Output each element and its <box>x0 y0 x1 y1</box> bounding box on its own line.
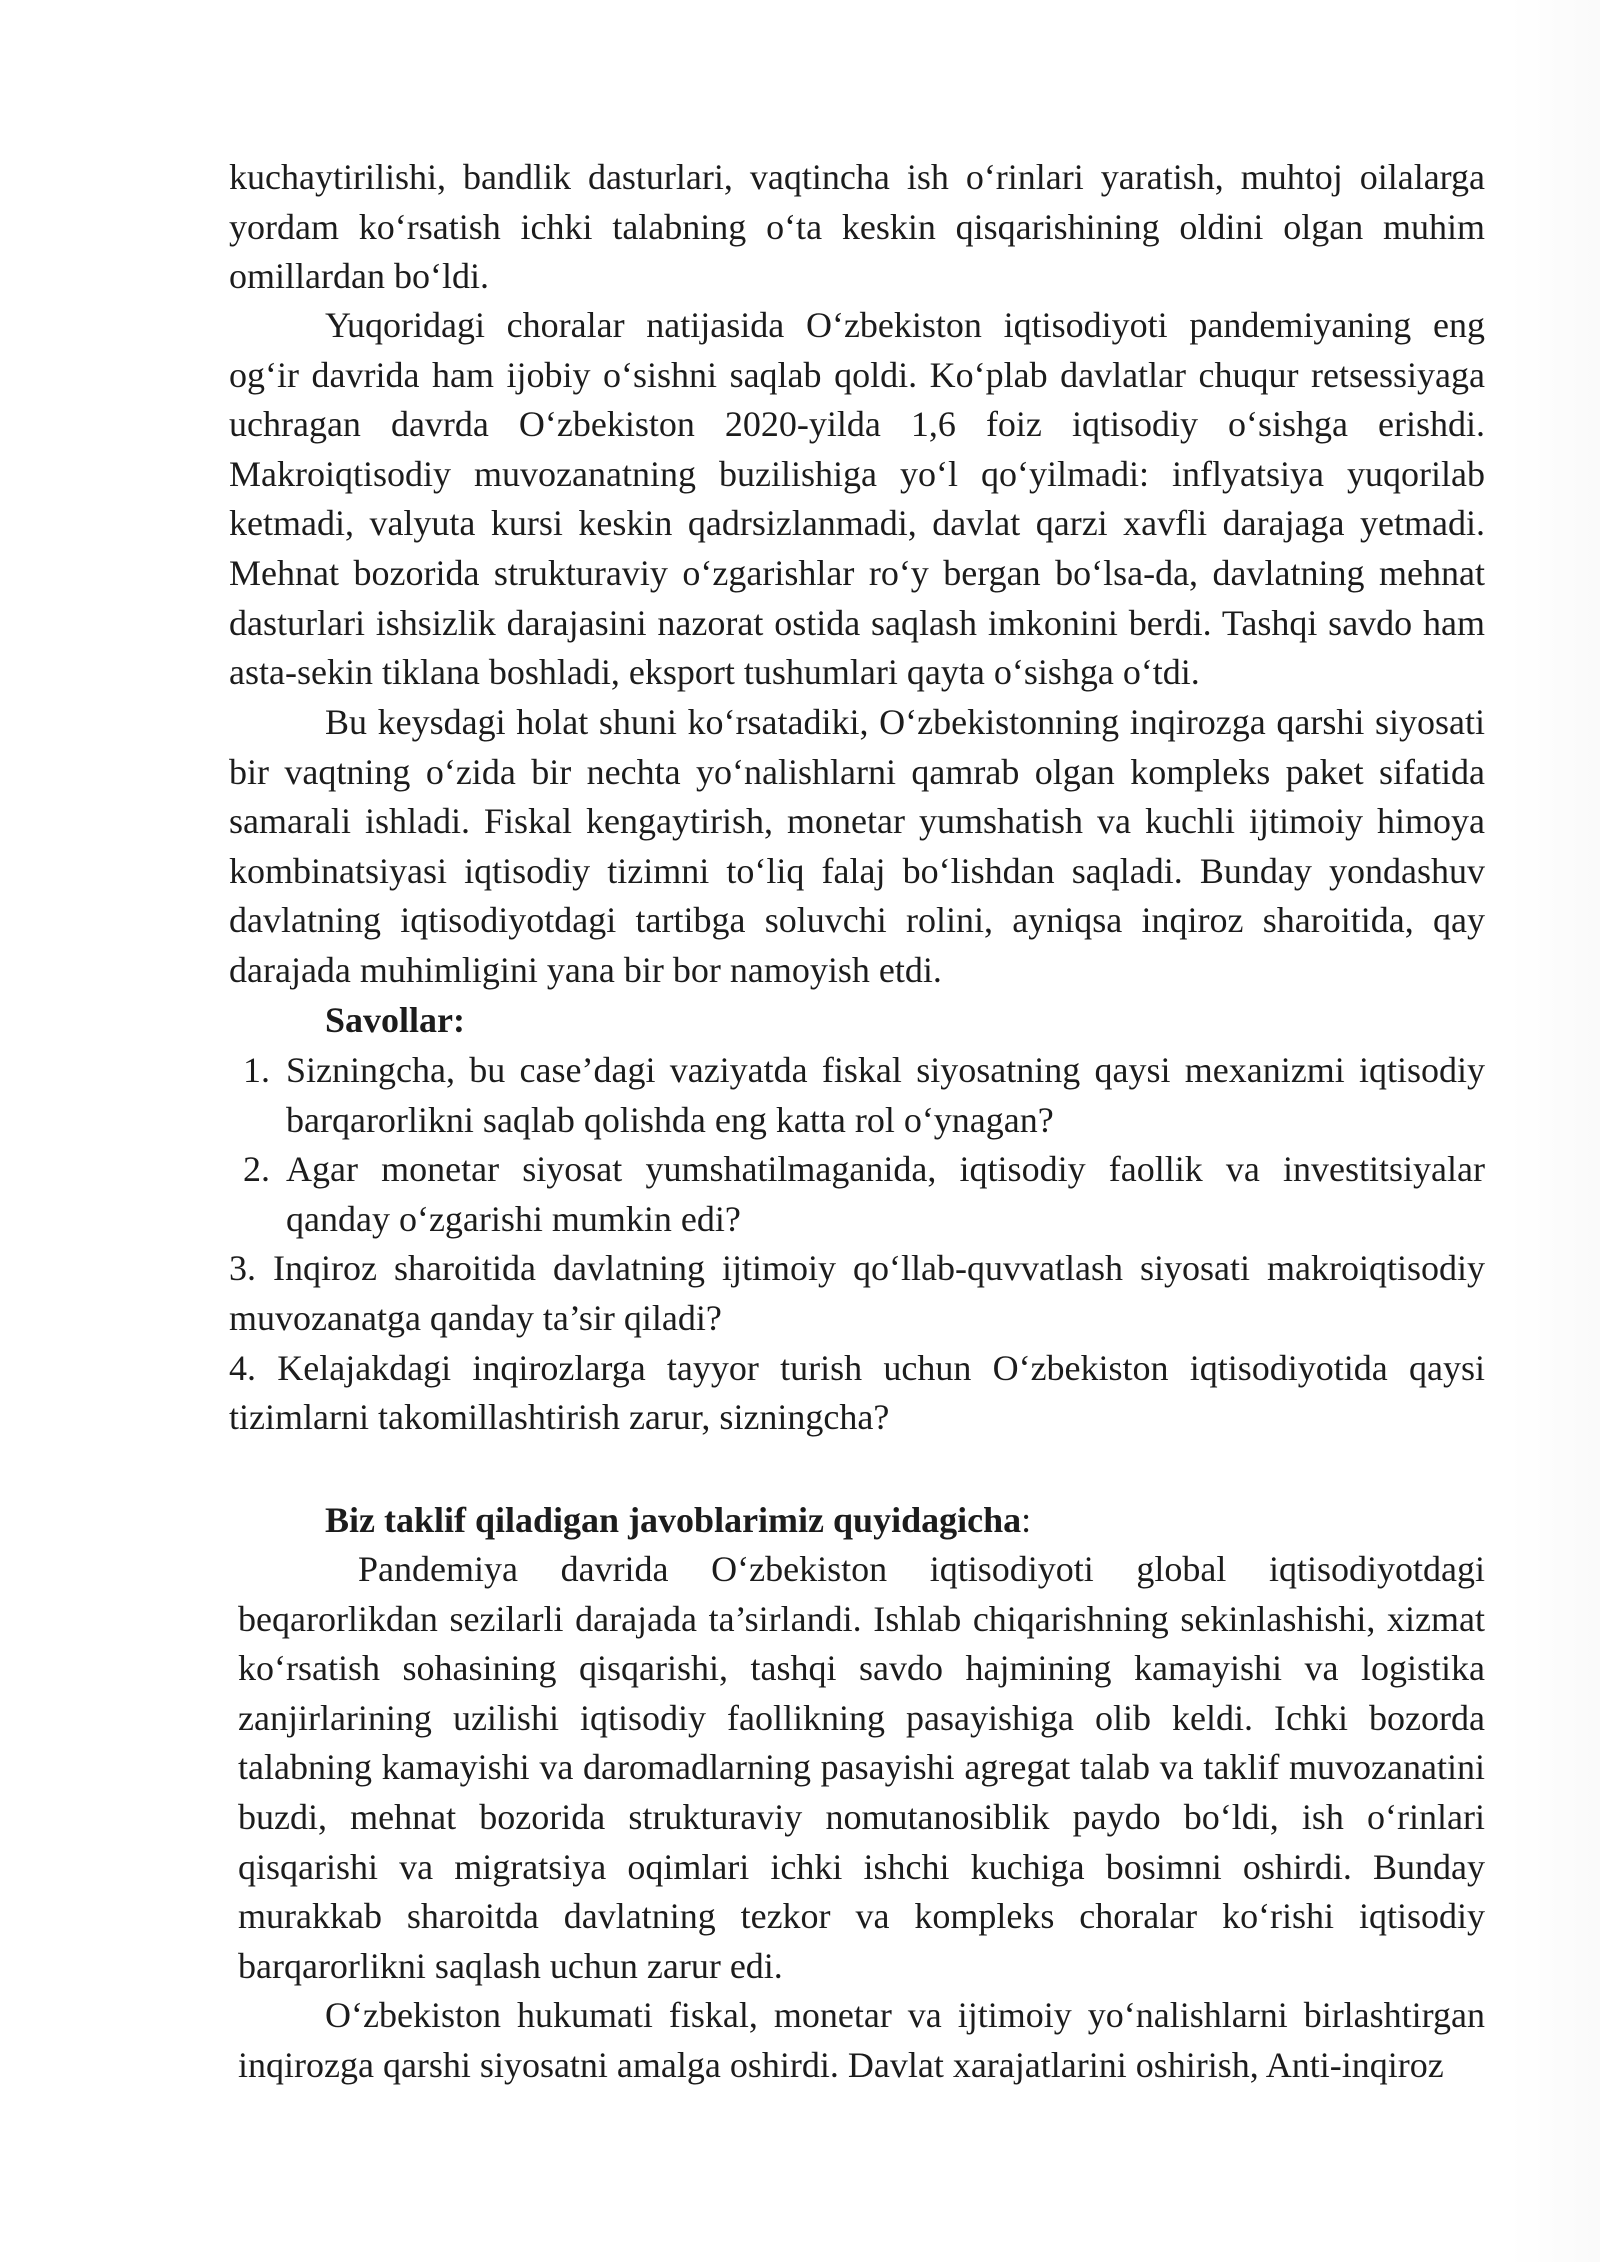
page-edge-shadow <box>1510 0 1600 2262</box>
questions-list <box>229 1046 1485 1443</box>
question-item-2 <box>229 1145 1485 1244</box>
question-number: 4. <box>229 1347 256 1388</box>
answers-heading <box>325 1496 1225 1546</box>
paragraph-intro-continuation: kuchaytirilishi, bandlik dasturlari, vaqtincha ish o‘rinlari yaratish, muhtoj oilalarga yordam ko‘rsatish ichki talabning o‘ta keskin qisqarishining oldini olgan muhim omillardan bo‘ldi. <box>229 157 1485 297</box>
paragraph-results: Yuqoridagi choralar natijasida O‘zbekiston iqtisodiyoti pandemiyaning eng og‘ir davrida ham ijobiy o‘sishni saqlab qoldi. Ko‘plab davlatlar chuqur retsessiyaga uchragan davrda O‘zbekiston 2020-yilda 1,6 foiz iqtisodiy o‘sishga erishdi. Makroiqtisodiy muvozanatning buzilishiga yo‘l qo‘yilmadi: inflyatsiya yuqorilab ketmadi, valyuta kursi keskin qadrsizlanmadi, davlat qarzi xavfli darajaga yetmadi. Mehnat bozorida strukturaviy o‘zgarishlar ro‘y bergan bo‘lsa-da, davlatning mehnat dasturlari ishsizlik darajasini nazorat ostida saqlash imkonini berdi. Tashqi savdo ham asta-sekin tiklana boshladi, eksport tushumlari qayta o‘sishga o‘tdi. <box>229 305 1485 693</box>
question-item-1 <box>229 1046 1485 1145</box>
question-item-4 <box>229 1344 1485 1443</box>
answers-heading-text: Biz taklif qiladigan javoblarimiz quyidagicha <box>325 1500 1022 1540</box>
paragraph-conclusion: Bu keysdagi holat shuni ko‘rsatadiki, O‘zbekistonning inqirozga qarshi siyosati bir vaqtning o‘zida bir nechta yo‘nalishlarni qamrab olgan kompleks paket sifatida samarali ishladi. Fiskal kengaytirish, monetar yumshatish va kuchli ijtimoiy himoya kombinatsiyasi iqtisodiy tizimni to‘liq falaj bo‘lishdan saqladi. Bunday yondashuv davlatning iqtisodiyotdagi tartibga soluvchi rolini, ayniqsa inqiroz sharoitida, qay darajada muhimligini yana bir bor namoyish etdi. <box>229 702 1485 990</box>
answers-heading-colon: : <box>1021 1500 1032 1540</box>
question-text: Kelajakdagi inqirozlarga tayyor turish uchun O‘zbekiston iqtisodiyotida qaysi tizimlarni takomillashtirish zarur, sizningcha? <box>229 1347 1485 1438</box>
question-number: 3. <box>229 1248 256 1289</box>
question-text: Inqiroz sharoitida davlatning ijtimoiy qo‘llab-quvvatlash siyosati makroiqtisodiy muvozanatga qanday ta’sir qiladi? <box>229 1248 1486 1338</box>
paragraph-answer-pandemic: Pandemiya davrida O‘zbekiston iqtisodiyoti global iqtisodiyotdagi beqarorlikdan sezilarli darajada ta’sirlandi. Ishlab chiqarishning sekinlashishi, xizmat ko‘rsatish sohasining qisqarishi, tashqi savdo hajmining kamayishi va logistika zanjirlarining uzilishi iqtisodiy faollikning pasayishiga olib keldi. Ichki bozorda talabning kamayishi va daromadlarning pasayishi agregat talab va taklif muvozanatini buzdi, mehnat bozorida strukturaviy nomutanosiblik paydo bo‘ldi, ish o‘rinlari qisqarishi va migratsiya oqimlari ichki ishchi kuchiga bosimni oshirdi. Bunday murakkab sharoitda davlatning tezkor va kompleks choralar ko‘rishi iqtisodiy barqarorlikni saqlash uchun zarur edi. <box>238 1549 1485 1986</box>
question-item-3 <box>229 1244 1485 1343</box>
paragraph-answer-government: O‘zbekiston hukumati fiskal, monetar va ijtimoiy yo‘nalishlarni birlashtirgan inqirozga qarshi siyosatni amalga oshirdi. Davlat xarajatlarini oshirish, Anti-inqiroz <box>238 1995 1485 2085</box>
question-number: 2. <box>243 1149 270 1190</box>
questions-heading: Savollar: <box>325 1000 465 1040</box>
question-number: 1. <box>243 1050 270 1090</box>
question-text: Agar monetar siyosat yumshatilmaganida, iqtisodiy faollik va investitsiyalar qanday o‘zgarishi mumkin edi? <box>286 1149 1485 1239</box>
question-text: Sizningcha, bu case’dagi vaziyatda fiskal siyosatning qaysi mexanizmi iqtisodiy barqarorlikni saqlab qolishda eng katta rol o‘ynagan? <box>286 1050 1485 1140</box>
